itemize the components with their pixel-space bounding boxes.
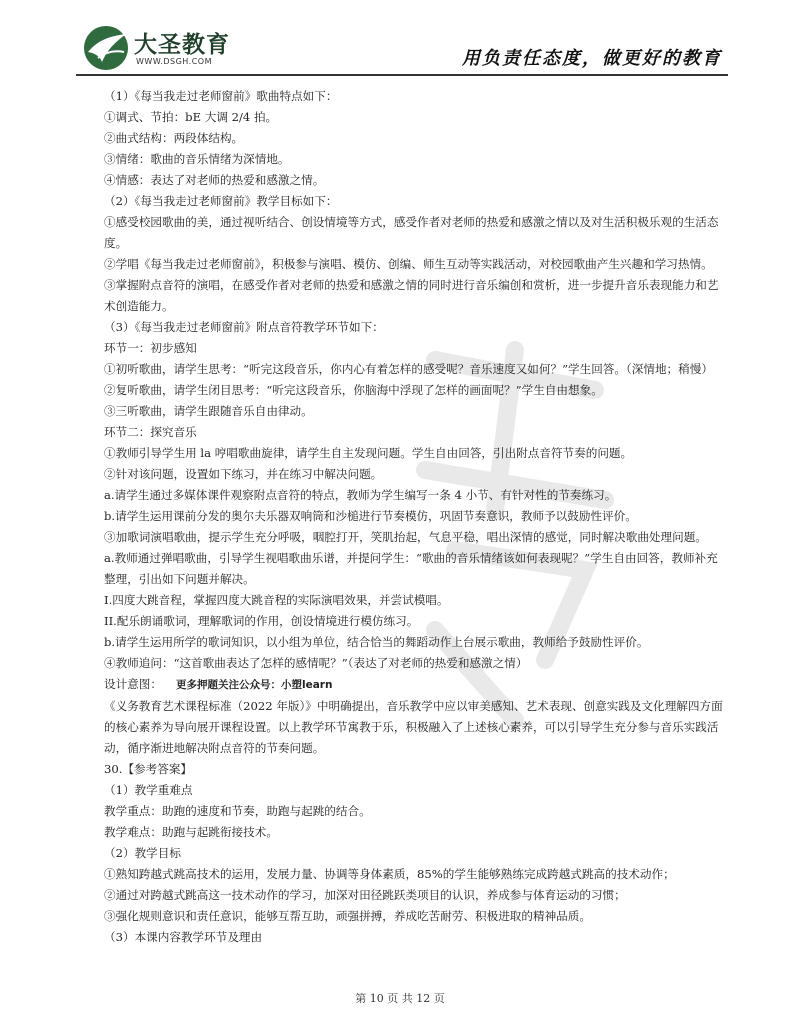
- text-line: ②曲式结构：两段体结构。: [104, 131, 244, 145]
- text-line: （1）教学重难点: [104, 783, 193, 797]
- text-line: （3）《每当我走过老师窗前》附点音符教学环节如下：: [104, 320, 384, 334]
- text-line: II.配乐朗诵歌词，理解歌词的作用，创设情境进行模仿练习。: [104, 614, 419, 628]
- slogan: 用负责任态度，做更好的教育: [462, 48, 722, 69]
- text-line: ③情绪：歌曲的音乐情绪为深情地。: [104, 152, 290, 166]
- text-line: 环节二：探究音乐: [104, 425, 197, 439]
- text-line: ①感受校园歌曲的美，通过视听结合、创设情境等方式，感受作者对老师的热爱和感激之情以及对生活积极乐观的生活态度。: [104, 215, 719, 250]
- text-line: 30.【参考答案】: [104, 762, 193, 776]
- text-line: ④教师追问：“这首歌曲表达了怎样的感情呢？”（表达了对老师的热爱和感激之情）: [104, 656, 528, 670]
- logo-url: WWW.DSGH.COM: [136, 57, 212, 66]
- text-line: ①熟知跨越式跳高技术的运用，发展力量、协调等身体素质，85%的学生能够熟练完成跨越式跳高的技术动作；: [104, 867, 675, 881]
- text-line: ④情感：表达了对老师的热爱和感激之情。: [104, 173, 325, 187]
- text-line: ③三听歌曲，请学生跟随音乐自由律动。: [104, 404, 313, 418]
- text-line: ③加歌词演唱歌曲，提示学生充分呼吸，咽腔打开，笑肌抬起，气息平稳，唱出深情的感觉，同时解决歌曲处理问题。: [104, 530, 707, 544]
- text-line: a.请学生通过多媒体课件观察附点音符的特点，教师为学生编写一条 4 小节、有针对性的节奏练习。: [104, 488, 617, 502]
- header-divider: [76, 74, 728, 76]
- document-body: [104, 86, 724, 948]
- text-line: ③掌握附点音符的演唱，在感受作者对老师的热爱和感激之情的同时进行音乐编创和赏析，进一步提升音乐表现能力和艺术创造能力。: [104, 278, 719, 313]
- text-line: 教学重点：助跑的速度和节奏，助跑与起跳的结合。: [104, 804, 371, 818]
- text-line: 环节一：初步感知: [104, 341, 197, 355]
- page-header: [0, 0, 800, 82]
- text-line: ②复听歌曲，请学生闭目思考：“听完这段音乐，你脑海中浮现了怎样的画面呢？”学生自由想象。: [104, 383, 603, 397]
- text-line: ①初听歌曲，请学生思考：“听完这段音乐，你内心有着怎样的感受呢？音乐速度又如何？”学生回答。（深情地；稍慢）: [104, 362, 713, 376]
- design-intent-label: 设计意图：: [104, 677, 162, 691]
- text-line: ②学唱《每当我走过老师窗前》，积极参与演唱、模仿、创编、师生互动等实践活动，对校园歌曲产生兴趣和学习热情。: [104, 257, 713, 271]
- text-line: （2）《每当我走过老师窗前》教学目标如下：: [104, 194, 338, 208]
- promo-text: 更多押题关注公众号：小塑learn: [175, 679, 333, 691]
- logo: [80, 22, 240, 72]
- text-line: 教学难点：助跑与起跳衔接技术。: [104, 825, 278, 839]
- text-line: I.四度大跳音程，掌握四度大跳音程的实际演唱效果，并尝试模唱。: [104, 593, 449, 607]
- text-line: b.请学生运用课前分发的奥尔夫乐器双响筒和沙槌进行节奏模仿，巩固节奏意识，教师予以鼓励性评价。: [104, 509, 637, 523]
- logo-name: 大圣教育: [134, 32, 230, 58]
- text-line: ①教师引导学生用 la 哼唱歌曲旋律，请学生自主发现问题。学生自由回答，引出附点音符节奏的问题。: [104, 446, 633, 460]
- text-line: （1）《每当我走过老师窗前》歌曲特点如下：: [104, 89, 338, 103]
- text-line: ②通过对跨越式跳高这一技术动作的学习，加深对田径跳跃类项目的认识，养成参与体育运动的习惯；: [104, 888, 626, 902]
- text-line: a.教师通过弹唱歌曲，引导学生视唱歌曲乐谱，并提问学生：“歌曲的音乐情绪该如何表现呢？”学生自由回答，教师补充整理，引出如下问题并解决。: [104, 551, 718, 586]
- text-line: ①调式、节拍：bE 大调 2/4 拍。: [104, 110, 278, 124]
- text-line: （3）本课内容教学环节及理由: [104, 930, 263, 944]
- text-line: ③强化规则意识和责任意识，能够互帮互助，顽强拼搏，养成吃苦耐劳、积极进取的精神品质。: [104, 909, 591, 923]
- design-intent-row: [104, 674, 724, 696]
- text-line: ②针对该问题，设置如下练习，并在练习中解决问题。: [104, 467, 383, 481]
- bird-logo-icon: [80, 22, 132, 72]
- page-footer: 第 10 页 共 12 页: [355, 992, 445, 1005]
- text-line: b.请学生运用所学的歌词知识，以小组为单位，结合恰当的舞蹈动作上台展示歌曲，教师给予鼓励性评价。: [104, 635, 649, 649]
- text-line: （2）教学目标: [104, 846, 181, 860]
- text-line: 《义务教育艺术课程标准（2022 年版）》中明确提出，音乐教学中应以审美感知、艺术表现、创意实践及文化理解四方面的核心素养为导向展开课程设置。以上教学环节寓教于乐，积极融入了上述核心素养，可以引导学生充分参与音乐实践活动，循序渐进地解决附点音符的节奏问题。: [104, 699, 723, 755]
